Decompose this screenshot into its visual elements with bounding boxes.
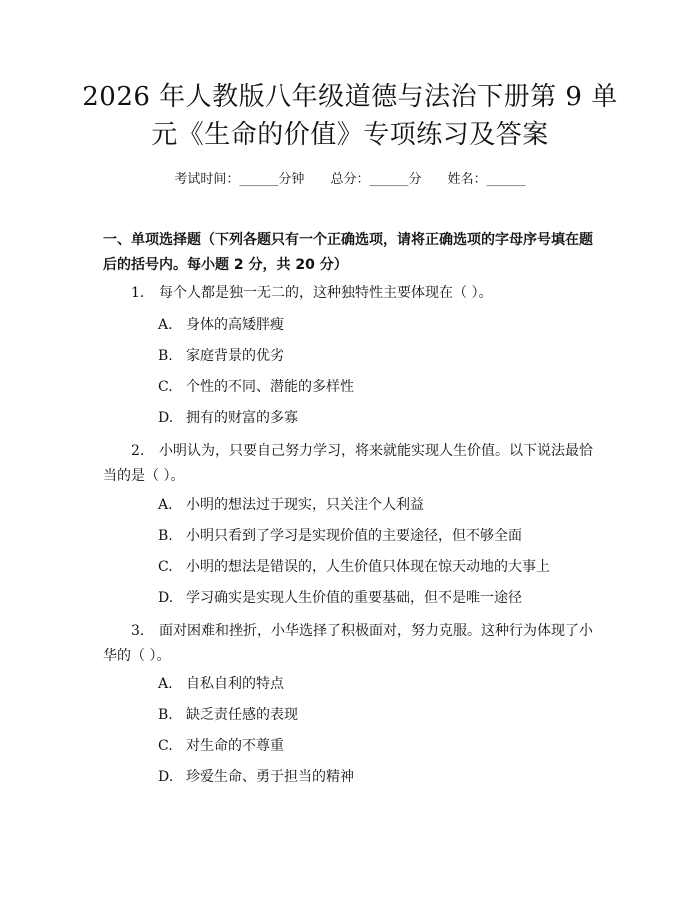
- q1-option-d: [158, 408, 298, 428]
- option-letter: D.: [158, 590, 174, 606]
- option-letter: C.: [158, 738, 173, 754]
- option-text: 拥有的财富的多寡: [186, 410, 298, 426]
- q2-option-d: [158, 588, 522, 608]
- option-letter: B.: [158, 707, 173, 723]
- exam-time-field: 考试时间：______分钟: [174, 172, 305, 187]
- option-text: 小明只看到了学习是实现价值的主要途径，但不够全面: [186, 528, 522, 544]
- option-letter: C.: [158, 379, 173, 395]
- title-line-1: 2026 年人教版八年级道德与法治下册第 9 单: [82, 82, 618, 112]
- q3-option-b: [158, 705, 298, 725]
- q1-option-c: [158, 377, 354, 397]
- question-stem: 每个人都是独一无二的，这种独特性主要体现在（ ）。: [159, 285, 493, 301]
- question-number: 2.: [131, 443, 145, 459]
- option-text: 学习确实是实现人生价值的重要基础，但不是唯一途径: [186, 590, 522, 606]
- question-2: [103, 439, 603, 489]
- option-text: 自私自利的特点: [186, 676, 284, 692]
- option-text: 缺乏责任感的表现: [186, 707, 298, 723]
- name-field: 姓名：______: [447, 172, 526, 187]
- option-letter: C.: [158, 559, 173, 575]
- option-text: 家庭背景的优劣: [186, 348, 284, 364]
- q3-option-c: [158, 736, 284, 756]
- option-letter: B.: [158, 348, 173, 364]
- option-letter: D.: [158, 769, 174, 785]
- question-1: [103, 281, 603, 306]
- question-number: 3.: [131, 623, 145, 639]
- question-3: [103, 619, 603, 669]
- option-letter: A.: [158, 676, 173, 692]
- option-text: 珍爱生命、勇于担当的精神: [186, 769, 354, 785]
- question-number: 1.: [131, 285, 145, 301]
- option-text: 身体的高矮胖瘦: [186, 317, 284, 333]
- q1-option-b: [158, 346, 284, 366]
- option-letter: B.: [158, 528, 173, 544]
- question-stem: 面对困难和挫折，小华选择了积极面对，努力克服。这种行为体现了小华的（ ）。: [103, 623, 593, 664]
- exam-meta: [0, 168, 700, 187]
- option-text: 小明的想法过于现实，只关注个人利益: [186, 497, 424, 513]
- title-line-2: 元《生命的价值》专项练习及答案: [151, 120, 549, 150]
- q2-option-c: [158, 557, 550, 577]
- page-title: [80, 78, 620, 154]
- q3-option-a: [158, 674, 284, 694]
- option-letter: D.: [158, 410, 174, 426]
- section-heading-single-choice: 一、单项选择题（下列各题只有一个正确选项，请将正确选项的字母序号填在题后的括号内。每小题 2 分，共 20 分）: [103, 232, 593, 273]
- option-letter: A.: [158, 317, 173, 333]
- total-score-field: 总分：______分: [330, 172, 422, 187]
- option-text: 个性的不同、潜能的多样性: [186, 379, 354, 395]
- q1-option-a: [158, 315, 284, 335]
- q2-option-b: [158, 526, 522, 546]
- q2-option-a: [158, 495, 424, 515]
- option-text: 小明的想法是错误的，人生价值只体现在惊天动地的大事上: [186, 559, 550, 575]
- option-letter: A.: [158, 497, 173, 513]
- option-text: 对生命的不尊重: [186, 738, 284, 754]
- q3-option-d: [158, 767, 354, 787]
- question-stem: 小明认为，只要自己努力学习，将来就能实现人生价值。以下说法最恰当的是（ ）。: [103, 443, 593, 484]
